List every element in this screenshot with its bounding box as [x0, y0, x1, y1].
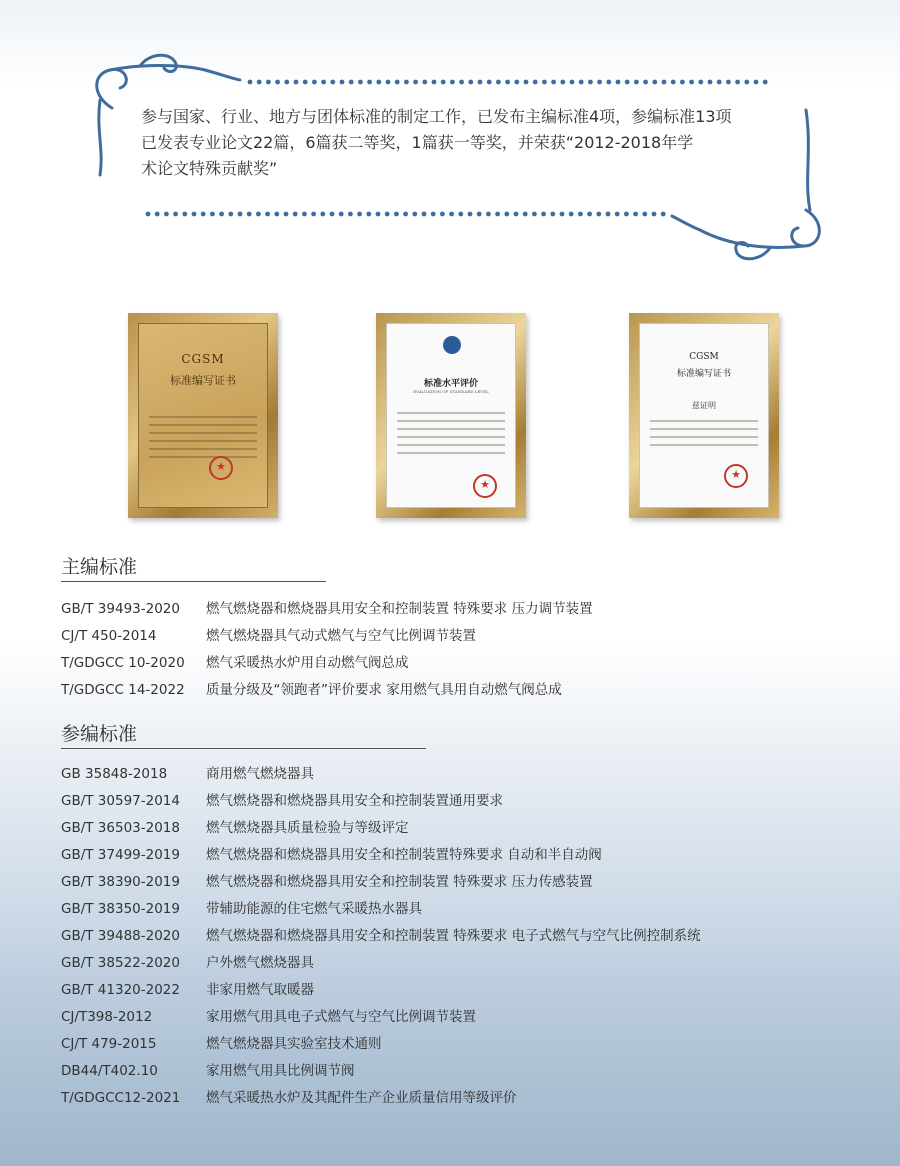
ornament-dot: [294, 80, 299, 85]
ornament-dot: [395, 80, 400, 85]
list-item: [61, 1004, 701, 1031]
ornament-dot: [349, 80, 354, 85]
standard-code: CJ/T398-2012: [61, 1009, 153, 1025]
ornament-dot: [303, 80, 308, 85]
ornament-dot: [541, 212, 546, 217]
ornament-dot: [624, 212, 629, 217]
ornament-dot: [321, 80, 326, 85]
ornament-dot: [340, 80, 345, 85]
certificate-text-lines: [149, 416, 257, 464]
ornament-dot: [514, 212, 519, 217]
ornament-dot: [661, 212, 666, 217]
ornament-dot: [458, 212, 463, 217]
certificate-panel: [639, 323, 769, 508]
ornament-dot: [257, 80, 262, 85]
ornament-dot: [689, 80, 694, 85]
left-vertical-flourish: [99, 100, 101, 175]
emblem-icon: [443, 336, 461, 354]
certificate-gold-plaque: [128, 313, 278, 518]
standard-code: CJ/T 479-2015: [61, 1036, 157, 1052]
list-item: [61, 869, 701, 896]
ornament-dot: [164, 212, 169, 217]
standard-code: GB/T 30597-2014: [61, 793, 180, 809]
intro-paragraph: [141, 104, 801, 182]
ornament-dot: [274, 212, 279, 217]
ornament-dot: [450, 80, 455, 85]
ornament-dot: [486, 212, 491, 217]
right-vertical-flourish: [806, 110, 810, 210]
ornament-dot: [652, 212, 657, 217]
ornament-dot: [478, 80, 483, 85]
ornament-dot: [578, 212, 583, 217]
ornament-dot: [440, 212, 445, 217]
ornament-dot: [642, 212, 647, 217]
intro-line: 已发表专业论文22篇，6篇获二等奖，1篇获一等奖，并荣获“2012-2018年学: [141, 133, 694, 152]
list-item: [61, 1031, 701, 1058]
ornament-dot: [524, 80, 529, 85]
ornament-dot: [569, 212, 574, 217]
ornament-dot: [182, 212, 187, 217]
list-item: [61, 977, 701, 1004]
ornament-dot: [413, 80, 418, 85]
ornament-dot: [597, 80, 602, 85]
standard-name: 燃气采暖热水炉及其配件生产企业质量信用等级评价: [206, 1090, 517, 1106]
ornament-dot: [441, 80, 446, 85]
ornament-dot: [192, 212, 197, 217]
standard-name: 燃气燃烧器和燃烧器具用安全和控制装置特殊要求 自动和半自动阀: [206, 847, 602, 863]
certificate-subtitle: EVALUATION OF STANDARD LEVEL: [413, 389, 489, 394]
ornament-dot: [633, 212, 638, 217]
intro-line: 参与国家、行业、地方与团体标准的制定工作，已发布主编标准4项，参编标准13项: [141, 107, 732, 126]
certificate-title: 标准编写证书: [170, 374, 236, 387]
certificate-label: 兹证明: [692, 401, 716, 410]
certificate-text-lines: [397, 412, 505, 460]
ornament-dot: [412, 212, 417, 217]
ornament-dot: [256, 212, 261, 217]
ornament-dot: [570, 80, 575, 85]
ornament-dot: [495, 212, 500, 217]
standard-name: 燃气燃烧器具质量检验与等级评定: [206, 820, 409, 836]
ornament-dot: [357, 212, 362, 217]
standard-name: 燃气燃烧器和燃烧器具用安全和控制装置 特殊要求 压力调节装置: [206, 601, 593, 617]
ornament-dot: [367, 80, 372, 85]
ornament-dot: [201, 212, 206, 217]
ornament-dot: [358, 80, 363, 85]
ornament-dot: [432, 80, 437, 85]
ornament-dot: [312, 80, 317, 85]
ornament-dot: [348, 212, 353, 217]
list-item: [61, 650, 593, 677]
list-item: [61, 761, 701, 788]
standard-code: GB/T 37499-2019: [61, 847, 180, 863]
ornament-dot: [596, 212, 601, 217]
certificate-evaluation: [376, 313, 526, 518]
ornament-dot: [275, 80, 280, 85]
list-item: [61, 788, 701, 815]
ornament-dot: [386, 80, 391, 85]
ornament-dot: [579, 80, 584, 85]
standard-name: 燃气燃烧器具气动式燃气与空气比例调节装置: [206, 628, 476, 644]
standard-code: DB44/T402.10: [61, 1063, 158, 1079]
ornament-dot: [266, 80, 271, 85]
list-item: [61, 677, 593, 704]
ornament-dot: [265, 212, 270, 217]
standard-name: 商用燃气燃烧器具: [206, 766, 314, 782]
ornament-dot: [671, 80, 676, 85]
ornament-dot: [311, 212, 316, 217]
ornament-dot: [532, 212, 537, 217]
participated-standards-heading: 参编标准: [61, 723, 138, 745]
ornament-dot: [652, 80, 657, 85]
ornament-dot: [542, 80, 547, 85]
standard-name: 质量分级及“领跑者”评价要求 家用燃气具用自动燃气阀总成: [206, 682, 562, 698]
standard-name: 带辅助能源的住宅燃气采暖热水器具: [206, 901, 422, 917]
ornament-dot: [514, 80, 519, 85]
ornament-dot: [523, 212, 528, 217]
ornament-dot: [717, 80, 722, 85]
ornament-dot: [680, 80, 685, 85]
standard-name: 燃气燃烧器和燃烧器具用安全和控制装置 特殊要求 压力传感装置: [206, 874, 593, 890]
ornament-dot: [468, 212, 473, 217]
standard-code: GB/T 39488-2020: [61, 928, 180, 944]
ornament-dot: [155, 212, 160, 217]
ornament-dot: [330, 212, 335, 217]
ornament-dot: [550, 212, 555, 217]
certificate-panel: [138, 323, 268, 508]
seal-icon: [209, 456, 233, 480]
section-divider: [61, 581, 326, 582]
ornament-dot: [431, 212, 436, 217]
ornament-dot: [708, 80, 713, 85]
ornament-dot: [302, 212, 307, 217]
ornament-dot: [385, 212, 390, 217]
ornament-dot: [173, 212, 178, 217]
ornament-dot: [505, 80, 510, 85]
list-item: [61, 815, 701, 842]
top-left-scroll-curl: [140, 55, 176, 71]
list-item: [61, 623, 593, 650]
seal-icon: [473, 474, 497, 498]
ornament-dot: [496, 80, 501, 85]
ornament-dot: [487, 80, 492, 85]
ornament-dot: [587, 212, 592, 217]
standard-name: 家用燃气用具比例调节阀: [206, 1063, 355, 1079]
ornament-dot: [293, 212, 298, 217]
ornament-dot: [504, 212, 509, 217]
standard-code: GB/T 38350-2019: [61, 901, 180, 917]
ornament-dot: [615, 212, 620, 217]
ornament-dot: [754, 80, 759, 85]
bottom-dotted-line: [146, 212, 666, 217]
standard-name: 燃气燃烧器具实验室技术通则: [206, 1036, 382, 1052]
certificate-title: 标准编写证书: [676, 369, 731, 379]
standard-code: GB/T 36503-2018: [61, 820, 180, 836]
ornament-dot: [744, 80, 749, 85]
ornament-dot: [616, 80, 621, 85]
standard-name: 户外燃气燃烧器具: [206, 955, 314, 971]
certificate-title: 标准水平评价: [423, 379, 478, 389]
ornament-dot: [763, 80, 768, 85]
standard-code: GB/T 38522-2020: [61, 955, 180, 971]
standard-code: GB/T 39493-2020: [61, 601, 180, 617]
ornament-dot: [404, 80, 409, 85]
ornament-dot: [146, 212, 151, 217]
ornament-dot: [560, 212, 565, 217]
intro-line: 术论文特殊贡献奖”: [141, 159, 278, 178]
ornament-dot: [698, 80, 703, 85]
ornament-dot: [662, 80, 667, 85]
section-divider: [61, 748, 426, 749]
ornament-dot: [339, 212, 344, 217]
main-standards-heading: 主编标准: [61, 556, 138, 578]
standard-code: GB 35848-2018: [61, 766, 168, 782]
ornament-dot: [330, 80, 335, 85]
list-item: [61, 596, 593, 623]
standard-code: T/GDGCC12-2021: [61, 1090, 181, 1106]
seal-icon: [724, 464, 748, 488]
certificate-panel: [386, 323, 516, 508]
standard-code: T/GDGCC 10-2020: [61, 655, 185, 671]
list-item: [61, 923, 701, 950]
ornament-dot: [625, 80, 630, 85]
certificate-top-text: CGSM: [181, 352, 225, 366]
standard-name: 家用燃气用具电子式燃气与空气比例调节装置: [206, 1009, 476, 1025]
ornament-dot: [228, 212, 233, 217]
ornament-dot: [219, 212, 224, 217]
ornament-dot: [533, 80, 538, 85]
standard-name: 燃气燃烧器和燃烧器具用安全和控制装置 特殊要求 电子式燃气与空气比例控制系统: [206, 928, 701, 944]
ornament-dot: [210, 212, 215, 217]
ornament-dot: [376, 80, 381, 85]
ornament-dot: [551, 80, 556, 85]
list-item: [61, 842, 701, 869]
certificate-text-lines: [650, 420, 758, 452]
ornament-dot: [248, 80, 253, 85]
ornament-dot: [403, 212, 408, 217]
standard-name: 非家用燃气取暖器: [206, 982, 314, 998]
ornament-dot: [459, 80, 464, 85]
main-standards-list: [61, 596, 593, 704]
ornament-dot: [422, 212, 427, 217]
ornament-dot: [247, 212, 252, 217]
ornament-dot: [238, 212, 243, 217]
ornament-dot: [284, 212, 289, 217]
list-item: [61, 896, 701, 923]
ornament-dot: [726, 80, 731, 85]
ornament-dot: [643, 80, 648, 85]
participated-standards-list: [61, 761, 701, 1112]
ornament-dot: [477, 212, 482, 217]
ornament-dot: [366, 212, 371, 217]
standard-name: 燃气燃烧器和燃烧器具用安全和控制装置通用要求: [206, 793, 503, 809]
ornament-dot: [735, 80, 740, 85]
standard-code: T/GDGCC 14-2022: [61, 682, 185, 698]
certificate-writing: [629, 313, 779, 518]
ornament-dot: [284, 80, 289, 85]
list-item: [61, 1058, 701, 1085]
ornament-dot: [468, 80, 473, 85]
ornament-dot: [606, 212, 611, 217]
ornament-dot: [376, 212, 381, 217]
ornament-dot: [449, 212, 454, 217]
list-item: [61, 950, 701, 977]
ornament-dot: [320, 212, 325, 217]
ornament-dot: [560, 80, 565, 85]
ornament-dot: [422, 80, 427, 85]
ornament-dot: [634, 80, 639, 85]
list-item: [61, 1085, 701, 1112]
ornament-dot: [394, 212, 399, 217]
ornament-dot: [606, 80, 611, 85]
standard-code: GB/T 41320-2022: [61, 982, 180, 998]
certificate-top-text: CGSM: [689, 352, 719, 362]
standard-code: GB/T 38390-2019: [61, 874, 180, 890]
standard-code: CJ/T 450-2014: [61, 628, 157, 644]
ornament-dot: [588, 80, 593, 85]
standard-name: 燃气采暖热水炉用自动燃气阀总成: [206, 655, 409, 671]
top-dotted-line: [248, 80, 768, 85]
